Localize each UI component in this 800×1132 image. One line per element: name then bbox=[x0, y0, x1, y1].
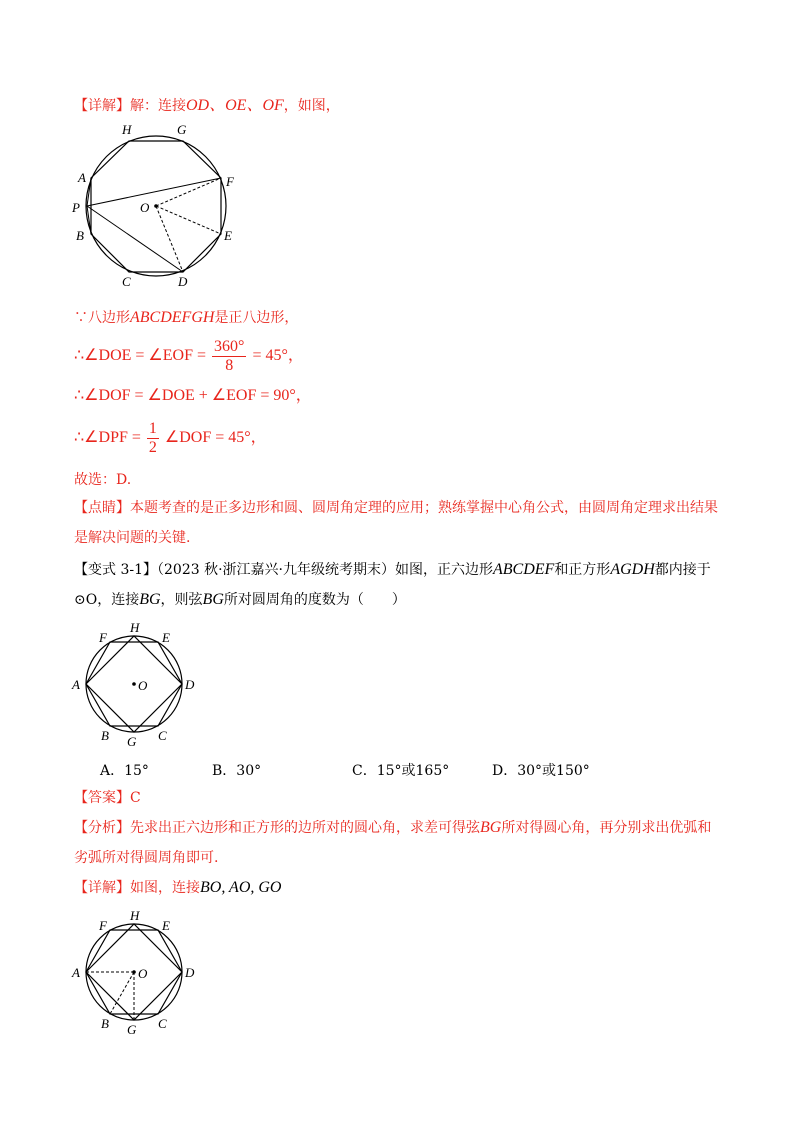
step1-numerator: 360° bbox=[214, 338, 245, 355]
label-F: F bbox=[226, 174, 234, 189]
label-B: B bbox=[76, 228, 84, 243]
label-C: C bbox=[158, 728, 167, 743]
step1-denominator: 8 bbox=[225, 357, 234, 374]
detail2-text: 如图，连接 bbox=[130, 880, 200, 896]
step3-denominator: 2 bbox=[148, 439, 157, 456]
variant-mid: 和正方形 bbox=[554, 562, 611, 578]
label-F: F bbox=[99, 630, 107, 645]
label-A: A bbox=[72, 965, 80, 980]
octagon-figure bbox=[70, 120, 250, 290]
label-B: B bbox=[101, 1016, 109, 1031]
variant-end: 都内接于 bbox=[654, 562, 711, 578]
step-1 bbox=[74, 338, 304, 375]
hexagon-square-figure-2 bbox=[70, 906, 210, 1036]
step3-post: ∠DOF = 45°， bbox=[164, 429, 267, 447]
variant-circle: ⊙O，连接 bbox=[74, 592, 140, 608]
label-H: H bbox=[122, 122, 132, 137]
analysis-tag: 【分析】 bbox=[74, 820, 130, 836]
step3-pre: ∴∠DPF = bbox=[74, 429, 141, 447]
because-text: 八边形 bbox=[88, 310, 130, 326]
label-E: E bbox=[162, 918, 170, 933]
label-O: O bbox=[138, 678, 148, 693]
answer-tag: 【答案】 bbox=[74, 790, 130, 806]
variant-bg-2: BG bbox=[202, 591, 224, 608]
detail-text-post: ，如图， bbox=[283, 98, 340, 114]
step-3 bbox=[74, 420, 267, 457]
detail-text-pre: 解：连接 bbox=[130, 98, 186, 114]
step3-fraction bbox=[147, 420, 159, 457]
analysis-bg: BG bbox=[480, 819, 502, 836]
analysis-line-1 bbox=[74, 818, 711, 838]
comment-text-1: 本题考查的是正多边形和圆、圆周角定理的应用；熟练掌握中心角公式，由圆周角定理求出结果 bbox=[130, 500, 718, 516]
variant-tag: 【变式 3-1】 bbox=[74, 562, 157, 578]
variant-square: AGDH bbox=[610, 561, 655, 578]
label-P: P bbox=[72, 200, 80, 215]
analysis-text-a: 先求出正六边形和正方形的边所对的圆心角，求差可得弦 bbox=[130, 820, 480, 836]
label-D: D bbox=[178, 274, 188, 289]
step1-pre: ∴∠DOE = ∠EOF = bbox=[74, 347, 207, 365]
variant-text-c: 所对圆周角的度数为（ ） bbox=[223, 592, 406, 608]
label-G: G bbox=[127, 1022, 137, 1037]
label-B: B bbox=[101, 728, 109, 743]
option-c[interactable]: C．15°或165° bbox=[352, 763, 450, 779]
variant-text-b: ，则弦 bbox=[160, 592, 203, 608]
variant-line-1 bbox=[74, 560, 711, 580]
detail2-tag: 【详解】 bbox=[74, 880, 130, 896]
label-A: A bbox=[78, 170, 86, 185]
variant-bg: BG bbox=[139, 591, 161, 608]
comment-line-1 bbox=[74, 498, 718, 518]
label-C: C bbox=[158, 1016, 167, 1031]
step3-numerator: 1 bbox=[148, 420, 157, 437]
answer-value: C bbox=[130, 790, 141, 806]
label-D: D bbox=[185, 965, 195, 980]
answer-line bbox=[74, 788, 141, 808]
label-E: E bbox=[224, 228, 232, 243]
label-A: A bbox=[72, 677, 80, 692]
detail2-line bbox=[74, 878, 281, 898]
detail-tag: 【详解】 bbox=[74, 98, 130, 114]
detail2-segments: BO, AO, GO bbox=[200, 879, 282, 896]
because-symbol: ∵ bbox=[74, 310, 88, 326]
label-C: C bbox=[122, 274, 131, 289]
comment-line-2: 是解决问题的关键. bbox=[74, 530, 191, 546]
step1-fraction bbox=[212, 338, 246, 375]
variant-hexagon: ABCDEF bbox=[492, 561, 555, 578]
detail-segments: OD、OE、OF bbox=[186, 97, 284, 114]
choice-line: 故选：D. bbox=[74, 472, 132, 488]
variant-line-2 bbox=[74, 590, 406, 610]
because-polygon: ABCDEFGH bbox=[130, 309, 215, 326]
analysis-text-b: 所对得圆心角，再分别求出优弧和 bbox=[501, 820, 712, 836]
label-E: E bbox=[162, 630, 170, 645]
option-d[interactable]: D．30°或150° bbox=[492, 763, 590, 779]
label-D: D bbox=[185, 677, 195, 692]
variant-source: （2023 秋·浙江嘉兴·九年级统考期末）如图，正六边形 bbox=[157, 562, 493, 578]
label-G: G bbox=[177, 122, 187, 137]
label-G: G bbox=[127, 734, 137, 749]
comment-tag: 【点睛】 bbox=[74, 500, 130, 516]
detail-line-1 bbox=[74, 96, 340, 116]
because-text-2: 是正八边形， bbox=[214, 310, 299, 326]
label-O: O bbox=[138, 966, 148, 981]
label-F: F bbox=[99, 918, 107, 933]
step-2: ∴∠DOF = ∠DOE + ∠EOF = 90°， bbox=[74, 387, 312, 404]
label-H: H bbox=[130, 908, 140, 923]
because-line bbox=[74, 308, 298, 328]
hexagon-square-figure bbox=[70, 618, 210, 748]
label-O: O bbox=[140, 200, 150, 215]
step1-post: = 45°， bbox=[252, 347, 304, 365]
analysis-line-2: 劣弧所对得圆周角即可. bbox=[74, 850, 219, 866]
option-b[interactable]: B．30° bbox=[212, 763, 262, 779]
option-a[interactable]: A．15° bbox=[100, 763, 149, 779]
label-H: H bbox=[130, 620, 140, 635]
